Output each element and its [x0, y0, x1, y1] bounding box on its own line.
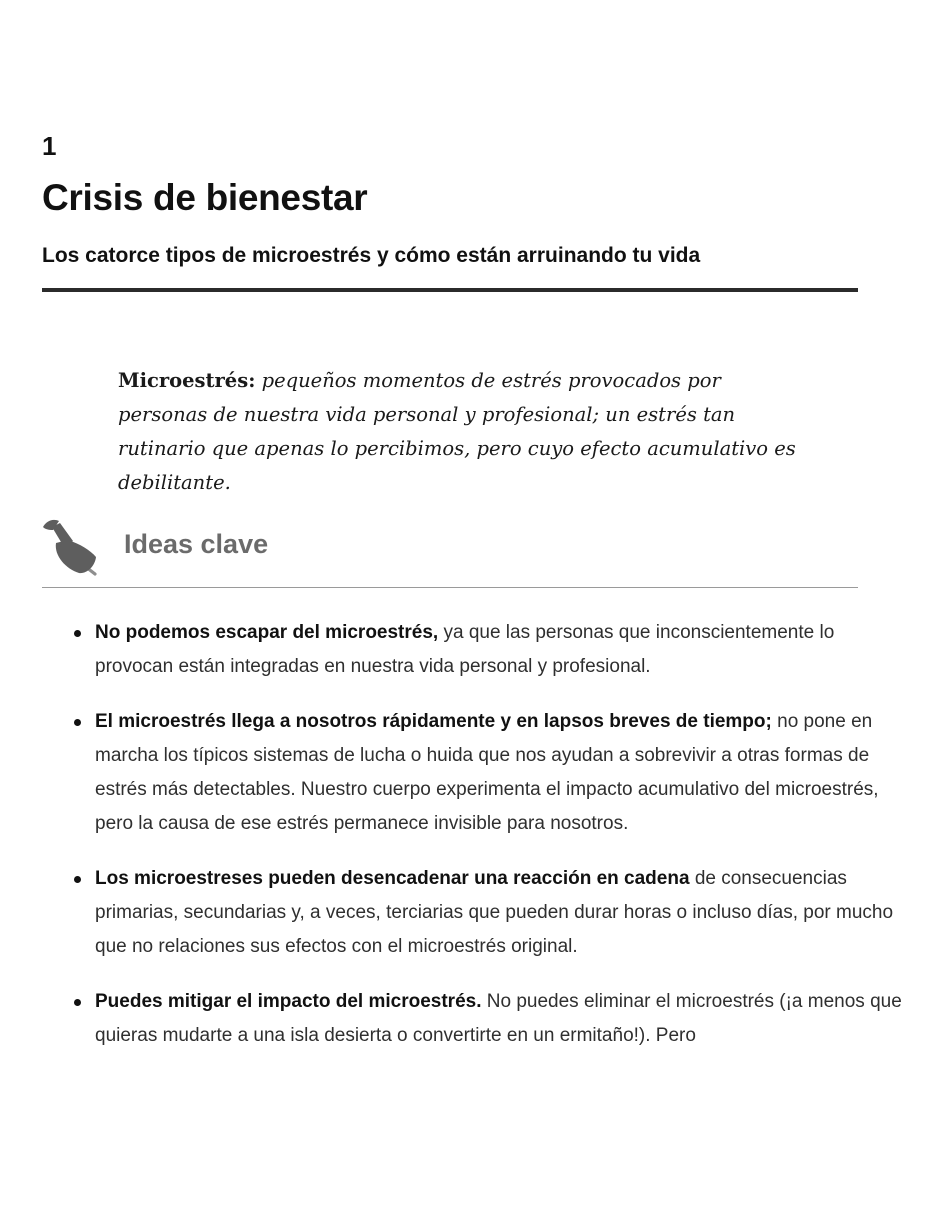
- list-item: [95, 705, 910, 842]
- definition-text: pequeños momentos de estrés provocados por personas de nuestra vida personal y profesional; un estrés tan rutinario que apenas lo percibimos, pero cuyo efecto acumulativo es debilitante.: [118, 369, 796, 494]
- list-item: [95, 862, 910, 965]
- pushpin-icon: [42, 516, 100, 576]
- chapter-number: 1: [42, 131, 57, 161]
- definition-term: Microestrés:: [118, 369, 256, 392]
- list-item-text: de consecuencias primarias, secundarias y, a veces, terciarias que pueden durar horas o incluso días, por mucho que no relaciones sus efectos con el microestrés original.: [95, 867, 894, 958]
- key-ideas-header: [42, 516, 858, 576]
- list-item: [95, 616, 910, 685]
- list-item-lead: Puedes mitigar el impacto del microestrés.: [95, 990, 482, 1012]
- title-divider: [42, 288, 858, 292]
- key-ideas-list: [95, 616, 910, 1073]
- list-item-text: no pone en marcha los típicos sistemas de lucha o huida que nos ayudan a sobrevivir a otras formas de estrés más detectables. Nuestro cuerpo experimenta el impacto acumulativo del microestrés, pero la causa de ese estrés permanece invisible para nosotros.: [95, 710, 879, 835]
- list-item-lead: El microestrés llega a nosotros rápidamente y en lapsos breves de tiempo;: [95, 710, 772, 732]
- definition-block: [118, 364, 798, 500]
- chapter-title: Crisis de bienestar: [42, 177, 368, 218]
- section-divider: [42, 587, 858, 588]
- list-item-lead: No podemos escapar del microestrés,: [95, 622, 439, 643]
- list-item-lead: Los microestreses pueden desencadenar una reacción en cadena: [95, 867, 690, 889]
- key-ideas-title: Ideas clave: [124, 529, 269, 559]
- chapter-subtitle: Los catorce tipos de microestrés y cómo están arruinando tu vida: [42, 244, 701, 267]
- list-item-text: No puedes eliminar el microestrés (¡a menos que quieras mudarte a una isla desierta o convertirte en un ermitaño!). Pero: [95, 990, 902, 1046]
- list-item-text: ya que las personas que inconscientemente lo provocan están integradas en nuestra vida personal y profesional.: [95, 622, 835, 678]
- list-item: [95, 985, 910, 1054]
